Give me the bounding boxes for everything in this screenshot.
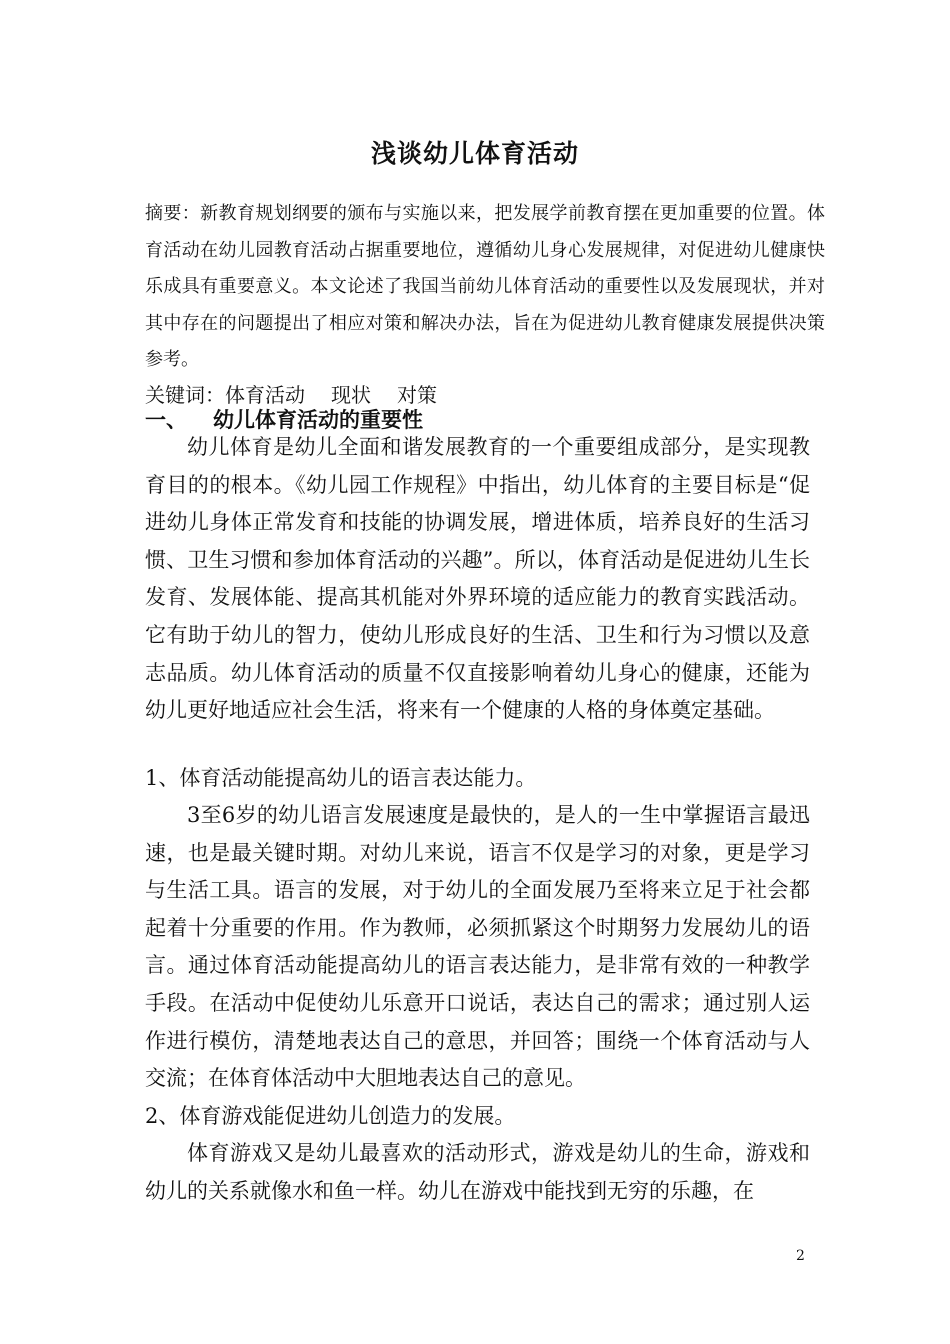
keyword-item: 对策	[397, 383, 437, 407]
document-title: 浅谈幼儿体育活动	[370, 139, 579, 168]
keywords-label: 关键词：	[145, 383, 225, 407]
keyword-item: 体育活动	[225, 383, 305, 407]
section-number: 一、	[145, 407, 187, 432]
abstract-paragraph: 摘要：新教育规划纲要的颁布与实施以来，把发展学前教育摆在更加重要的位置。体育活动在幼儿园教育活动占据重要地位，遵循幼儿身心发展规律，对促进幼儿健康快乐成具有重要意义。本文论述了我国当前幼儿体育活动的重要性以及发展现状，并对其中存在的问题提出了相应对策和解决办法，旨在为促进幼儿教育健康发展提供决策参考。	[145, 203, 825, 371]
subsection-heading: 2、体育游戏能促进幼儿创造力的发展。	[145, 1104, 516, 1128]
section-title: 幼儿体育活动的重要性	[213, 407, 423, 432]
body-paragraph: 3至6岁的幼儿语言发展速度是最快的，是人的一生中掌握语言最迅速，也是最关键时期。对幼儿来说，语言不仅是学习的对象，更是学习与生活工具。语言的发展，对于幼儿的全面发展乃至将来立足于社会都起着十分重要的作用。作为教师，必须抓紧这个时期努力发展幼儿的语言。通过体育活动能提高幼儿的语言表达能力，是非常有效的一种教学手段。在活动中促使幼儿乐意开口说话，表达自己的需求；通过别人运作进行模仿，清楚地表达自己的意思，并回答；围绕一个体育活动与人交流；在体育体活动中大胆地表达自己的意见。	[145, 803, 810, 1091]
body-paragraph: 体育游戏又是幼儿最喜欢的活动形式，游戏是幼儿的生命，游戏和幼儿的关系就像水和鱼一样。幼儿在游戏中能找到无穷的乐趣，在	[145, 1141, 810, 1203]
keyword-item: 现状	[331, 383, 371, 407]
subsection-heading: 1、体育活动能提高幼儿的语言表达能力。	[145, 766, 537, 790]
page-number: 2	[796, 1248, 805, 1264]
body-paragraph: 幼儿体育是幼儿全面和谐发展教育的一个重要组成部分，是实现教育目的的根本。《幼儿园工作规程》中指出，幼儿体育的主要目标是“促进幼儿身体正常发育和技能的协调发展，增进体质，培养良好的生活习惯、卫生习惯和参加体育活动的兴趣”。所以，体育活动是促进幼儿生长发育、发展体能、提高其机能对外界环境的适应能力的教育实践活动。它有助于幼儿的智力，使幼儿形成良好的生活、卫生和行为习惯以及意志品质。幼儿体育活动的质量不仅直接影响着幼儿身心的健康，还能为幼儿更好地适应社会生活，将来有一个健康的人格的身体奠定基础。	[145, 435, 810, 723]
